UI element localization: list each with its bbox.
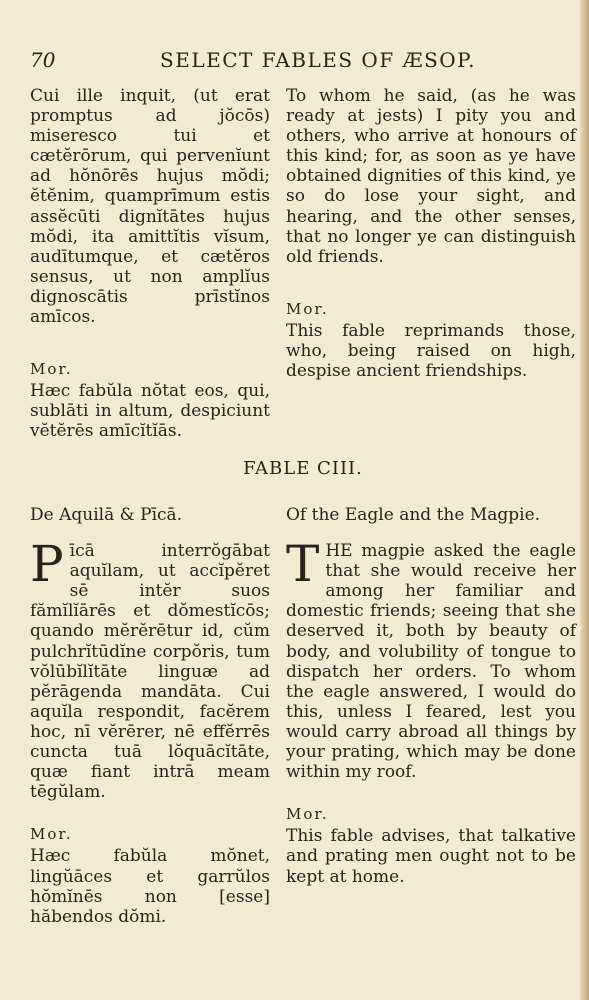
ciii-english-moral: This fable advises, that talkative and prating men ought not to be kept at home.: [286, 826, 576, 887]
english-drop-cap: T: [286, 535, 320, 594]
prev-english-text: To whom he said, (as he was ready at jests) I pity you and others, who arrive at honours of this kind; for, as soon as ye have obtained dignities of this kind, ye so do lose your sight, and hearing, and the other senses, that no longer ye can distinguish old friends.: [286, 86, 576, 267]
fable-heading: FABLE CIII.: [243, 458, 363, 479]
ciii-english-paragraph: [286, 535, 576, 783]
prev-latin-column: [30, 86, 270, 442]
running-title: SELECT FABLES OF ÆSOP.: [160, 48, 476, 72]
ciii-english-title: Of the Eagle and the Magpie.: [286, 505, 541, 525]
prev-english-moral-label: Mor.: [286, 299, 329, 318]
prev-english-moral: This fable reprimands those, who, being raised on high, despise ancient friendships.: [286, 320, 576, 382]
ciii-latin-paragraph: [30, 535, 270, 803]
prev-latin-moral-label: Mor.: [30, 360, 73, 379]
prev-latin-moral: Hæc fabŭla nŏtat eos, qui, sublāti in altum, despiciunt vĕtĕrēs amīcĭtĭās.: [30, 381, 270, 442]
latin-drop-cap: P: [30, 535, 64, 594]
ciii-english-column: [286, 505, 576, 887]
page-spine: [580, 0, 589, 1000]
ciii-latin-moral-label: Mor.: [30, 825, 73, 844]
ciii-english-text: HE magpie asked the eagle that she would receive her among her familiar and domestic friends; seeing that she deserved it, both by beauty of body, and volubility of tongue to dispatch her orders. To whom the eagle answered, I would do this, unless I feared, lest you would carry abroad all things by your prating, which may be done within my roof.: [286, 541, 576, 783]
ciii-latin-text: īcā interrŏgābat aquĭlam, ut accĭpĕret sē intĕr suos fămĭlĭārēs et dŏmestĭcōs; quando mĕrĕrētur id, cŭm pulchrĭtūdĭne corpŏris, tum vŏlūbĭlĭtāte linguæ ad pĕrāgenda mandāta. Cui aquĭla respondit, facĕrem hoc, nī vĕrērer, nē effĕrrēs cuncta tuā lŏquācĭtāte, quæ fiant intrā meam tēgŭlam.: [30, 541, 270, 803]
prev-latin-text: Cui ille inquit, (ut erat promptus ad jŏcōs) miseresco tui et cætĕrōrum, qui pervenĭunt ad hŏnōrēs hujus mŏdi; ĕtĕnim, quamprīmum estis assĕcūti dignĭtātes hujus mŏdi, ita amittĭtis vĭsum, audītumque, et cætĕros sensus, ut non amplĭus dignoscātis prīstĭnos amīcos.: [30, 86, 270, 328]
prev-english-column: [286, 86, 576, 381]
page-number: 70: [30, 48, 56, 72]
ciii-latin-moral: Hæc fabŭla mŏnet, lingŭāces et garrŭlos hŏmĭnēs non [esse] hăbendos dŏmi.: [30, 846, 270, 927]
ciii-latin-column: [30, 505, 270, 927]
running-head: [30, 44, 560, 72]
ciii-english-moral-label: Mor.: [286, 805, 329, 824]
ciii-latin-title: De Aquilā & Pīcā.: [30, 505, 183, 525]
